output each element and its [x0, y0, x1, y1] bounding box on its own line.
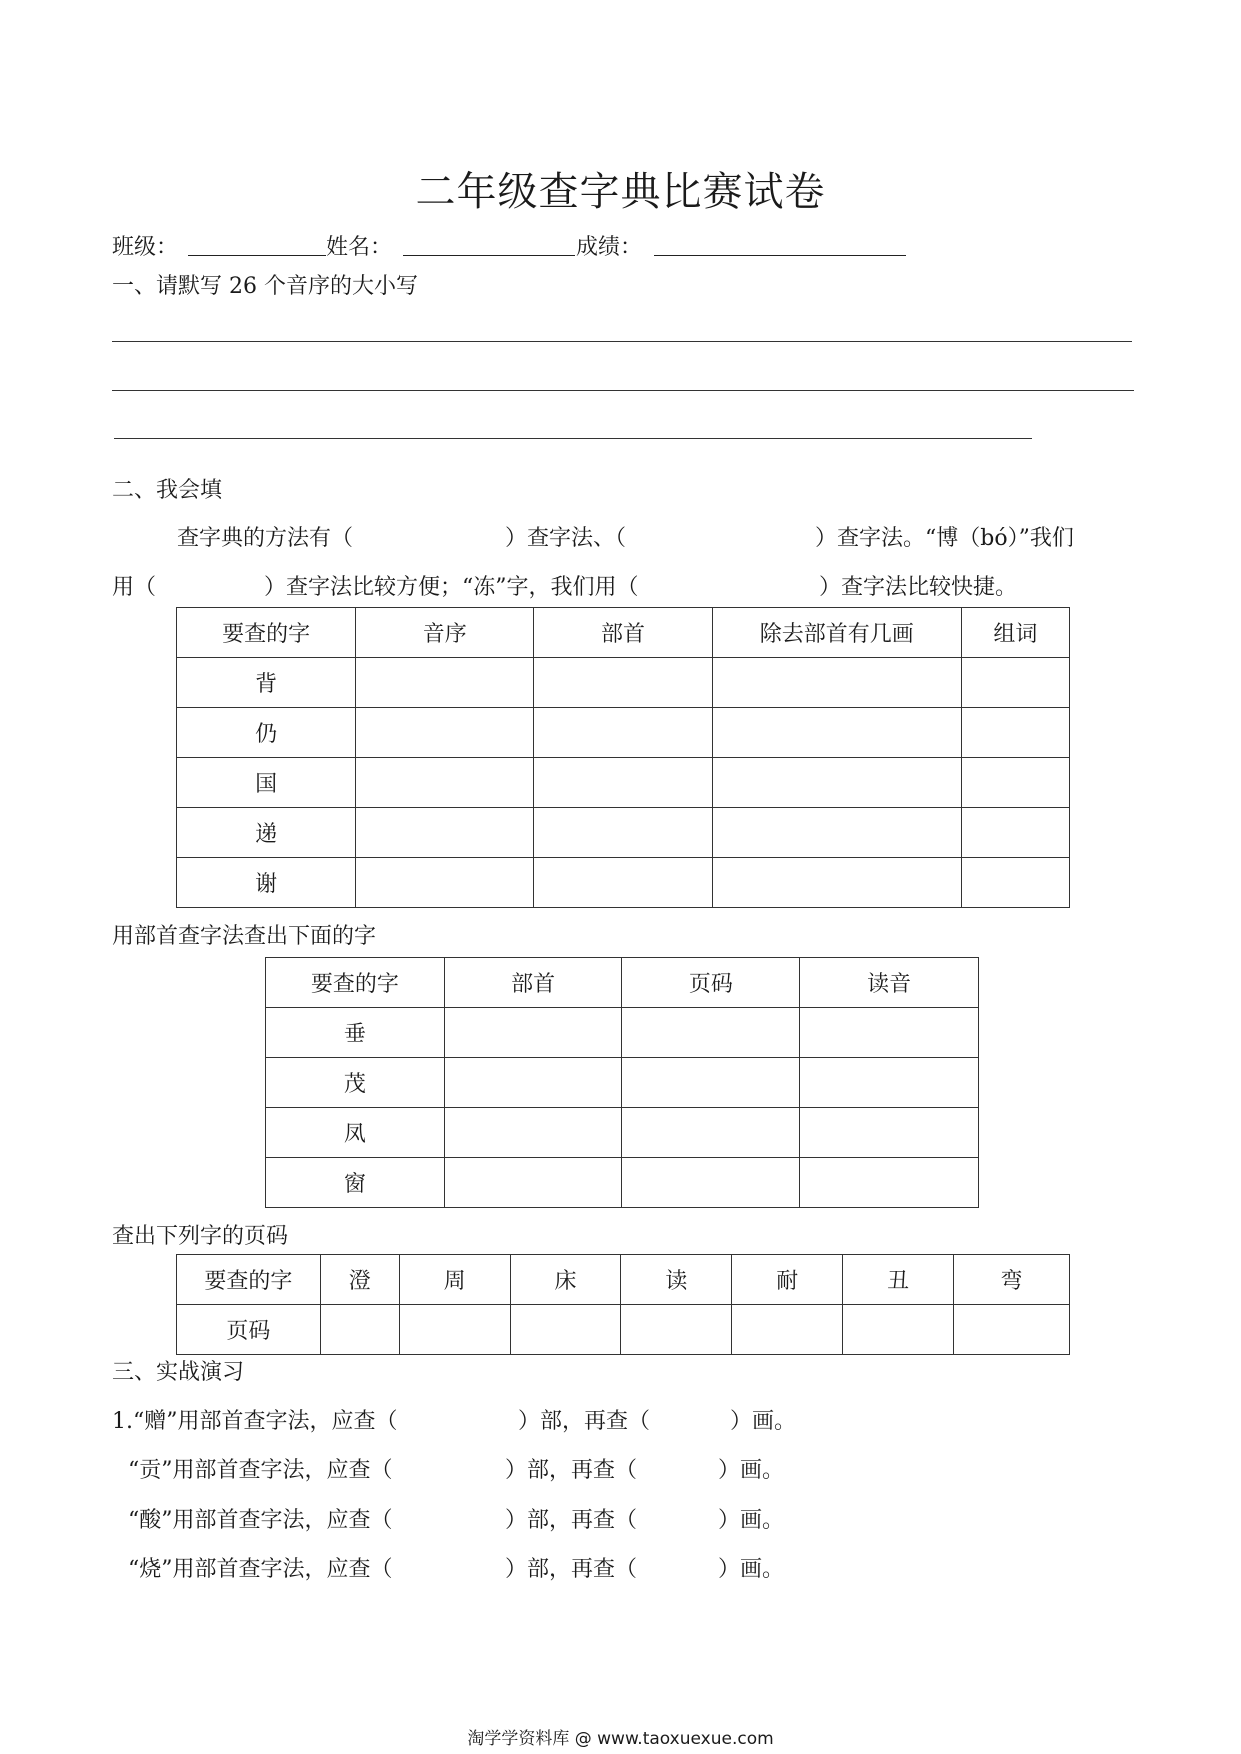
- fill-line-1-c: ）查字法。“博（bó）”我们: [815, 526, 1074, 551]
- answer-cell[interactable]: [961, 758, 1069, 808]
- lookup-table-1: [176, 607, 1070, 908]
- answer-cell[interactable]: [320, 1305, 399, 1355]
- answer-cell[interactable]: [622, 1008, 800, 1058]
- table3-caption: 查出下列字的页码: [112, 1224, 289, 1249]
- answer-cell[interactable]: [444, 1108, 622, 1158]
- answer-cell[interactable]: [534, 658, 712, 708]
- answer-cell[interactable]: [712, 758, 961, 808]
- table-row: [266, 1158, 979, 1208]
- row-char: 递: [177, 808, 356, 858]
- score-blank[interactable]: [654, 255, 906, 256]
- answer-cell[interactable]: [712, 708, 961, 758]
- row-char: 垂: [266, 1008, 445, 1058]
- table-header-cell: 页码: [622, 958, 800, 1008]
- fill-line-1-b: ）查字法、（: [505, 526, 627, 551]
- answer-cell[interactable]: [621, 1305, 732, 1355]
- table-row: [177, 858, 1070, 908]
- fill-line-2-b: ）查字法比较方便；“冻”字，我们用（: [264, 575, 639, 600]
- exercise-3-end: ）画。: [718, 1508, 785, 1533]
- answer-cell[interactable]: [800, 1158, 979, 1208]
- page-title: 二年级查字典比赛试卷: [415, 169, 826, 215]
- table2-caption: 用部首查字法查出下面的字: [112, 924, 377, 949]
- char-cell: 周: [399, 1255, 510, 1305]
- answer-cell[interactable]: [622, 1158, 800, 1208]
- row-char: 凤: [266, 1108, 445, 1158]
- exercise-4-end: ）画。: [718, 1557, 785, 1582]
- answer-cell[interactable]: [356, 858, 534, 908]
- row-char: 国: [177, 758, 356, 808]
- answer-cell[interactable]: [356, 708, 534, 758]
- table-header-cell: 读音: [800, 958, 979, 1008]
- row-char: 仍: [177, 708, 356, 758]
- answer-cell[interactable]: [356, 758, 534, 808]
- answer-cell[interactable]: [534, 708, 712, 758]
- answer-cell[interactable]: [356, 808, 534, 858]
- name-blank[interactable]: [403, 255, 575, 256]
- table-row: [177, 1305, 1070, 1355]
- table-header-cell: 要查的字: [177, 608, 356, 658]
- row-char: 茂: [266, 1058, 445, 1108]
- answer-cell[interactable]: [534, 858, 712, 908]
- answer-cell[interactable]: [800, 1108, 979, 1158]
- answer-cell[interactable]: [800, 1008, 979, 1058]
- table-row: [177, 1255, 1070, 1305]
- char-cell: 耐: [732, 1255, 843, 1305]
- table-header-cell: 音序: [356, 608, 534, 658]
- fill-line-2-a: 用（: [112, 575, 157, 600]
- table-row: [266, 1108, 979, 1158]
- answer-cell[interactable]: [961, 808, 1069, 858]
- lookup-table-2: [265, 957, 979, 1208]
- answer-cell[interactable]: [712, 658, 961, 708]
- writing-line-2[interactable]: [112, 390, 1134, 391]
- answer-cell[interactable]: [732, 1305, 843, 1355]
- table-row: [266, 1008, 979, 1058]
- answer-cell[interactable]: [622, 1058, 800, 1108]
- exercise-3-mid: ）部，再查（: [505, 1508, 638, 1533]
- answer-cell[interactable]: [961, 658, 1069, 708]
- writing-line-3[interactable]: [114, 438, 1032, 439]
- fill-line-1-a: 查字典的方法有（: [177, 526, 354, 551]
- table-row: [177, 808, 1070, 858]
- section2-heading: 二、我会填: [112, 478, 223, 503]
- exercise-2-end: ）画。: [718, 1458, 785, 1483]
- table-row: [177, 708, 1070, 758]
- answer-cell[interactable]: [843, 1305, 954, 1355]
- answer-cell[interactable]: [712, 858, 961, 908]
- answer-cell[interactable]: [534, 758, 712, 808]
- answer-cell[interactable]: [510, 1305, 621, 1355]
- answer-cell[interactable]: [444, 1158, 622, 1208]
- footer-watermark: 淘学学资料库 @ www.taoxuexue.com: [467, 1729, 774, 1749]
- answer-cell[interactable]: [444, 1008, 622, 1058]
- table-header-cell: 除去部首有几画: [712, 608, 961, 658]
- answer-cell[interactable]: [800, 1058, 979, 1108]
- exercise-3-prefix: “酸”用部首查字法，应查（: [128, 1508, 393, 1533]
- writing-line-1[interactable]: [112, 341, 1132, 342]
- answer-cell[interactable]: [534, 808, 712, 858]
- exercise-2-mid: ）部，再查（: [505, 1458, 638, 1483]
- exercise-2-prefix: “贡”用部首查字法，应查（: [128, 1458, 393, 1483]
- answer-cell[interactable]: [356, 658, 534, 708]
- answer-cell[interactable]: [622, 1108, 800, 1158]
- table-header-row: [177, 608, 1070, 658]
- char-cell: 弯: [954, 1255, 1070, 1305]
- name-label: 姓名：: [326, 235, 393, 260]
- row-char: 谢: [177, 858, 356, 908]
- page-number-table: [176, 1254, 1070, 1355]
- answer-cell[interactable]: [961, 708, 1069, 758]
- answer-cell[interactable]: [712, 808, 961, 858]
- row-char: 窗: [266, 1158, 445, 1208]
- table-header-row: [266, 958, 979, 1008]
- char-cell: 澄: [320, 1255, 399, 1305]
- answer-cell[interactable]: [399, 1305, 510, 1355]
- score-label: 成绩：: [576, 235, 643, 260]
- char-cell: 床: [510, 1255, 621, 1305]
- exercise-1-mid: ）部，再查（: [518, 1409, 651, 1434]
- fill-line-2-c: ）查字法比较快捷。: [819, 575, 1018, 600]
- section1-heading: 一、请默写 26 个音序的大小写: [112, 274, 418, 299]
- char-cell: 读: [621, 1255, 732, 1305]
- row-label: 页码: [177, 1305, 321, 1355]
- exercise-1-prefix: 1.“赠”用部首查字法，应查（: [112, 1409, 398, 1434]
- answer-cell[interactable]: [954, 1305, 1070, 1355]
- section3-heading: 三、实战演习: [112, 1360, 245, 1385]
- exercise-1-end: ）画。: [730, 1409, 797, 1434]
- char-cell: 丑: [843, 1255, 954, 1305]
- table-header-cell: 组词: [961, 608, 1069, 658]
- table-row: [177, 758, 1070, 808]
- table-header-cell: 部首: [534, 608, 712, 658]
- exercise-4-prefix: “烧”用部首查字法，应查（: [128, 1557, 393, 1582]
- table-header-cell: 要查的字: [266, 958, 445, 1008]
- row-label: 要查的字: [177, 1255, 321, 1305]
- exercise-4-mid: ）部，再查（: [505, 1557, 638, 1582]
- answer-cell[interactable]: [444, 1058, 622, 1108]
- table-header-cell: 部首: [444, 958, 622, 1008]
- class-label: 班级：: [112, 235, 179, 260]
- class-blank[interactable]: [188, 255, 326, 256]
- answer-cell[interactable]: [961, 858, 1069, 908]
- row-char: 背: [177, 658, 356, 708]
- table-row: [177, 658, 1070, 708]
- table-row: [266, 1058, 979, 1108]
